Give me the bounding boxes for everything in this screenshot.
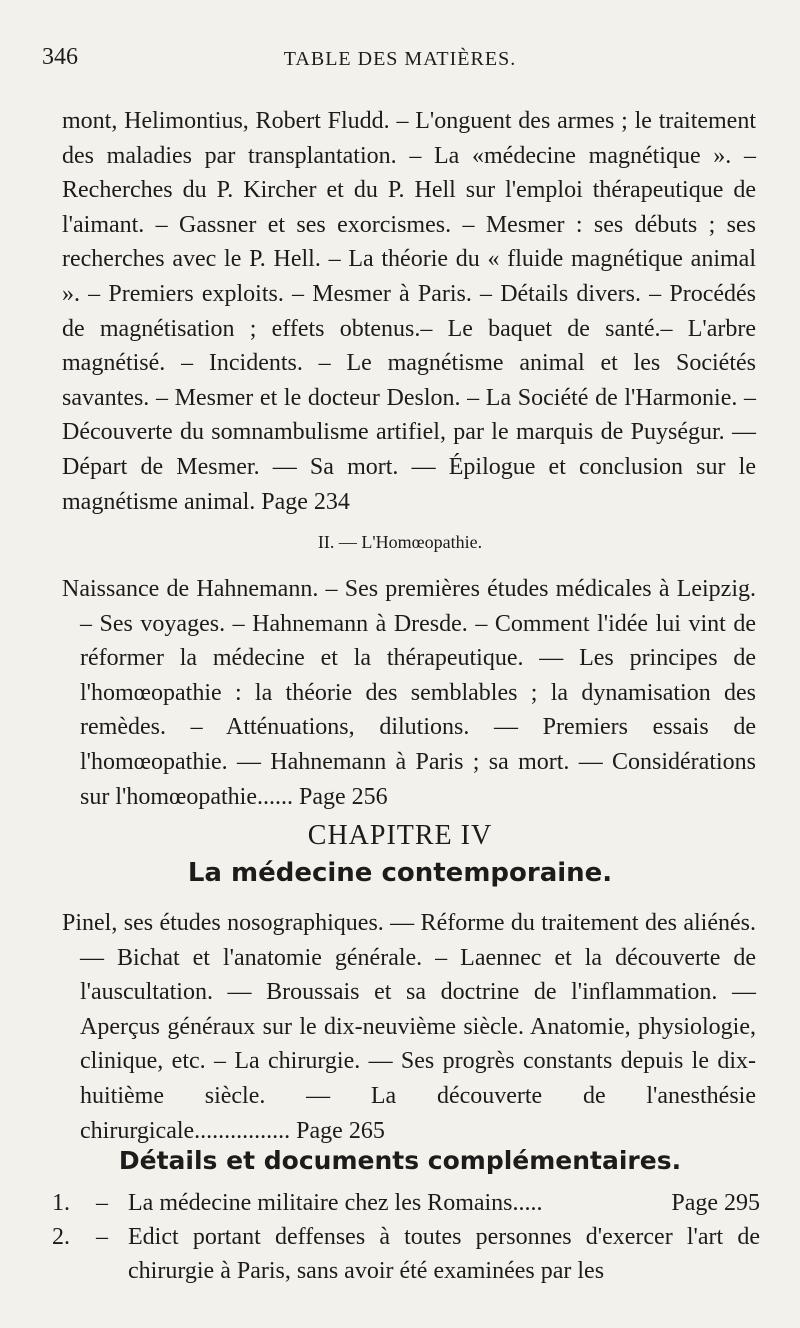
toc-entry-homoeopathie bbox=[62, 572, 756, 814]
chapter-title: CHAPITRE IV bbox=[307, 820, 493, 851]
item-page: Page 295 bbox=[671, 1190, 760, 1216]
toc-paragraph: Naissance de Hahnemann. – Ses premières études médicales à Leipzig. – Ses voyages. – Hahnemann à Dresde. – Comment l'idée lui vint de réformer la médecine et la thérapeutique. — Les principes de l'homœopathie : la théorie des semblables ; la dynamisation des remèdes. – Atténuations, dilutions. — Premiers essais de l'homœopathie. — Hahnemann à Paris ; sa mort. — Considérations sur l'homœopathie...... Page 256 bbox=[62, 576, 756, 810]
details-heading: Détails et documents complémentaires. bbox=[118, 1146, 682, 1175]
toc-paragraph: mont, Helimontius, Robert Fludd. – L'onguent des armes ; le traitement des maladies par transplantation. – La «médecine magnétique ». – Recherches du P. Kircher et du P. Hell sur l'emploi thérapeutique de l'aimant. – Gassner et ses exorcismes. – Mesmer : ses débuts ; ses recherches avec le P. Hell. – La théorie du « fluide magnétique animal ». – Premiers exploits. – Mesmer à Paris. – Détails divers. – Procédés de magnétisation ; effets obtenus.– Le baquet de santé.– L'arbre magnétisé. – Incidents. – Le magnétisme animal et les Sociétés savantes. – Mesmer et le docteur Deslon. – La Société de l'Harmonie. – Découverte du somnambulisme artifiel, par le marquis de Puységur. — Départ de Mesmer. — Sa mort. — Épilogue et conclusion sur le magnétisme animal. Page 234 bbox=[62, 108, 756, 515]
running-header bbox=[40, 44, 760, 84]
item-text: Edict portant deffenses à toutes personnes d'exercer l'art de chirurgie à Paris, sans avoir été examinées par les bbox=[128, 1224, 760, 1284]
details-list bbox=[52, 1186, 760, 1288]
toc-entry-medecine-contemporaine bbox=[62, 906, 756, 1148]
page-number: 346 bbox=[42, 44, 78, 70]
item-dash: – bbox=[96, 1224, 108, 1250]
section-title-homoeopathie: II. — L'Homœopathie. bbox=[317, 532, 483, 552]
toc-entry-magnetisme bbox=[62, 104, 756, 519]
item-text: La médecine militaire chez les Romains..... bbox=[128, 1190, 543, 1216]
list-item bbox=[52, 1186, 760, 1220]
chapter-subtitle: La médecine contemporaine. bbox=[187, 858, 613, 888]
item-dash: – bbox=[96, 1190, 108, 1216]
list-item bbox=[52, 1220, 760, 1288]
toc-paragraph: Pinel, ses études nosographiques. — Réforme du traitement des aliénés. — Bichat et l'anatomie générale. – Laennec et la découverte de l'auscultation. — Broussais et sa doctrine de l'inflammation. — Aperçus généraux sur le dix-neuvième siècle. Anatomie, physiologie, clinique, etc. – La chirurgie. — Ses progrès constants depuis le dix-huitième siècle. — La découverte de l'anesthésie chirurgicale................ Page 265 bbox=[62, 910, 756, 1144]
item-number: 2. bbox=[52, 1224, 70, 1250]
running-title: TABLE DES MATIÈRES. bbox=[283, 48, 517, 70]
item-number: 1. bbox=[52, 1190, 70, 1216]
